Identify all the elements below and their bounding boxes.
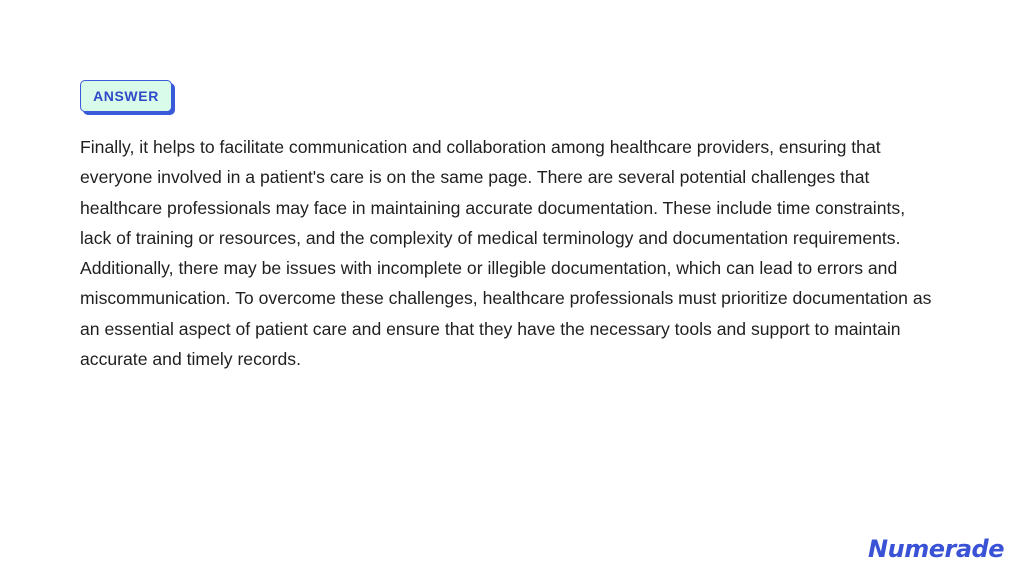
answer-badge: ANSWER: [80, 80, 172, 112]
answer-text: Finally, it helps to facilitate communication and collaboration among healthcare providers, ensuring that everyone involved in a patient's care is on the same page. There are several potential challenges that healthcare professionals may face in maintaining accurate documentation. These include time constraints, lack of training or resources, and the complexity of medical terminology and documentation requirements. Additionally, there may be issues with incomplete or illegible documentation, which can lead to errors and miscommunication. To overcome these challenges, healthcare professionals must prioritize documentation as an essential aspect of patient care and ensure that they have the necessary tools and support to maintain accurate and timely records.: [80, 137, 932, 370]
numerade-logo: Numerade: [868, 535, 1004, 563]
